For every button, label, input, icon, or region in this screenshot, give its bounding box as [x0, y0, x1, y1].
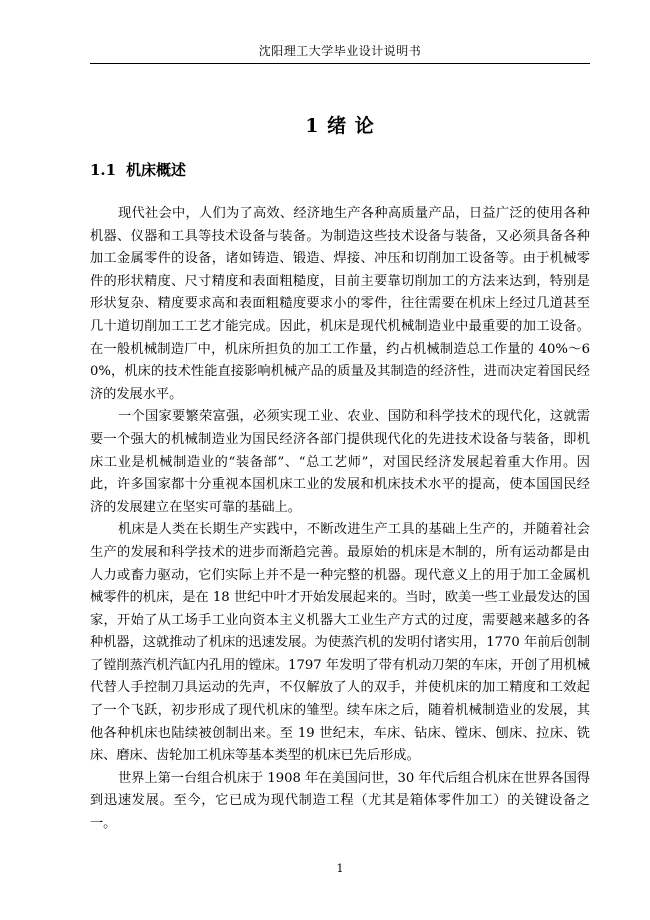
body-text	[90, 203, 590, 836]
page-number: 1	[336, 862, 344, 875]
section-heading	[90, 160, 186, 180]
paragraph: 机床是人类在长期生产实践中，不断改进生产工具的基础上生产的，并随着社会生产的发展和科学技术的进步而渐趋完善。最原始的机床是木制的，所有运动都是由人力或畜力驱动，它们实际上并不是一种完整的机器。现代意义上的用于加工金属机械零件的机床，是在 18 世纪中叶才开始发展起来的。当时，欧美一些工业最发达的国家，开始了从工场手工业向资本主义机器大工业生产方式的过度，需要越来越多的各种机器，这就推动了机床的迅速发展。为使蒸汽机的发明付诸实用，1770 年前后创制了镗削蒸汽机汽缸内孔用的镗床。1797 年发明了带有机动刀架的车床，开创了用机械代替人手控制刀具运动的先声，不仅解放了人的双手，并使机床的加工精度和工效起了一个飞跃，初步形成了现代机床的雏型。续车床之后，随着机械制造业的发展，其他各种机床也陆续被创制出来。至 19 世纪末，车床、钻床、镗床、刨床、拉床、铣床、磨床、齿轮加工机床等基本类型的机床已先后形成。	[90, 522, 590, 764]
header-divider	[90, 63, 590, 64]
chapter-title: 1 绪 论	[305, 115, 375, 137]
paragraph: 一个国家要繁荣富强，必须实现工业、农业、国防和科学技术的现代化，这就需要一个强大的机械制造业为国民经济各部门提供现代化的先进技术设备与装备，即机床工业是机械制造业的“装备部”、“总工艺师”，对国民经济发展起着重大作用。因此，许多国家都十分重视本国机床工业的发展和机床技术水平的提高，使本国国民经济的发展建立在坚实可靠的基础上。	[90, 409, 590, 515]
section-number: 1.1	[90, 161, 117, 179]
section-title: 机床概述	[126, 161, 187, 179]
page-header: 沈阳理工大学毕业设计说明书	[258, 44, 422, 58]
paragraph: 世界上第一台组合机床于 1908 年在美国问世，30 年代后组合机床在世界各国得到迅速发展。至今，它已成为现代制造工程（尤其是箱体零件加工）的关键设备之一。	[90, 770, 590, 832]
paragraph: 现代社会中，人们为了高效、经济地生产各种高质量产品，日益广泛的使用各种机器、仪器和工具等技术设备与装备。为制造这些技术设备与装备，又必须具备各种加工金属零件的设备，诸如铸造、锻造、焊接、冲压和切削加工设备等。由于机械零件的形状精度、尺寸精度和表面粗糙度，目前主要靠切削加工的方法来达到，特别是形状复杂、精度要求高和表面粗糙度要求小的零件，往往需要在机床上经过几道甚至几十道切削加工工艺才能完成。因此，机床是现代机械制造业中最重要的加工设备。在一般机械制造厂中，机床所担负的加工工作量，约占机械制造总工作量的 40%～60%，机床的技术性能直接影响机械产品的质量及其制造的经济性，进而决定着国民经济的发展水平。	[90, 206, 590, 402]
